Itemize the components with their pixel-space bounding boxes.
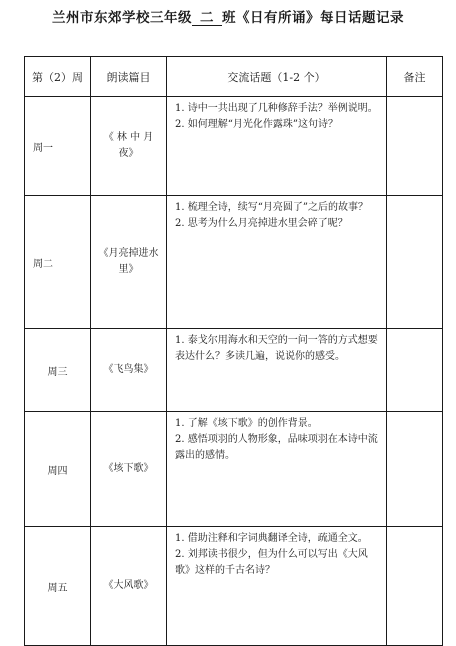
- table-row: [25, 196, 443, 329]
- header-reading: 朗读篇目: [91, 57, 167, 97]
- topic-item: 1. 泰戈尔用海水和天空的一问一答的方式想要表达什么？多读几遍，说说你的感受。: [175, 335, 378, 362]
- note-cell: [387, 329, 443, 412]
- topic-item: 2. 如何理解“月光化作露珠”这句诗？: [175, 119, 338, 130]
- topics-cell: [167, 527, 387, 646]
- table-row: [25, 329, 443, 412]
- book-cell: 《 林 中 月 夜》: [91, 97, 167, 196]
- topic-item: 2. 感悟项羽的人物形象，品味项羽在本诗中流露出的感情。: [175, 434, 378, 461]
- header-topics: 交流话题（1-2 个）: [167, 57, 387, 97]
- topic-item: 1. 诗中一共出现了几种修辞手法？举例说明。: [175, 103, 378, 114]
- topic-item: 2. 刘邦读书很少，但为什么可以写出《大风歌》这样的千古名诗？: [175, 549, 368, 576]
- class-number: 二: [192, 11, 222, 26]
- topics-cell: [167, 329, 387, 412]
- day-cell: 周一: [25, 97, 91, 196]
- note-cell: [387, 97, 443, 196]
- header-notes: 备注: [387, 57, 443, 97]
- topic-item: 2. 思考为什么月亮掉进水里会碎了呢？: [175, 218, 348, 229]
- topics-cell: [167, 412, 387, 527]
- book-cell: 《垓下歌》: [91, 412, 167, 527]
- note-cell: [387, 412, 443, 527]
- day-cell: 周五: [25, 527, 91, 646]
- page-title: [0, 6, 456, 26]
- table-header-row: [25, 57, 443, 97]
- title-suffix: 班《日有所诵》每日话题记录: [222, 10, 404, 26]
- day-cell: 周三: [25, 329, 91, 412]
- table-row: [25, 527, 443, 646]
- day-cell: 周二: [25, 196, 91, 329]
- table-row: [25, 97, 443, 196]
- topic-item: 1. 了解《垓下歌》的创作背景。: [175, 418, 318, 429]
- book-cell: 《飞鸟集》: [91, 329, 167, 412]
- book-cell: 《月亮掉进水里》: [91, 196, 167, 329]
- topic-record-table: [24, 56, 443, 646]
- header-week: 第（2）周: [25, 57, 91, 97]
- note-cell: [387, 527, 443, 646]
- topics-cell: [167, 97, 387, 196]
- title-prefix: 兰州市东郊学校三年级: [52, 10, 192, 26]
- table-row: [25, 412, 443, 527]
- topic-item: 1. 梳理全诗，续写“月亮圆了”之后的故事？: [175, 202, 368, 213]
- day-cell: 周四: [25, 412, 91, 527]
- topics-cell: [167, 196, 387, 329]
- book-cell: 《大风歌》: [91, 527, 167, 646]
- note-cell: [387, 196, 443, 329]
- topic-item: 1. 借助注释和字词典翻译全诗，疏通全文。: [175, 533, 368, 544]
